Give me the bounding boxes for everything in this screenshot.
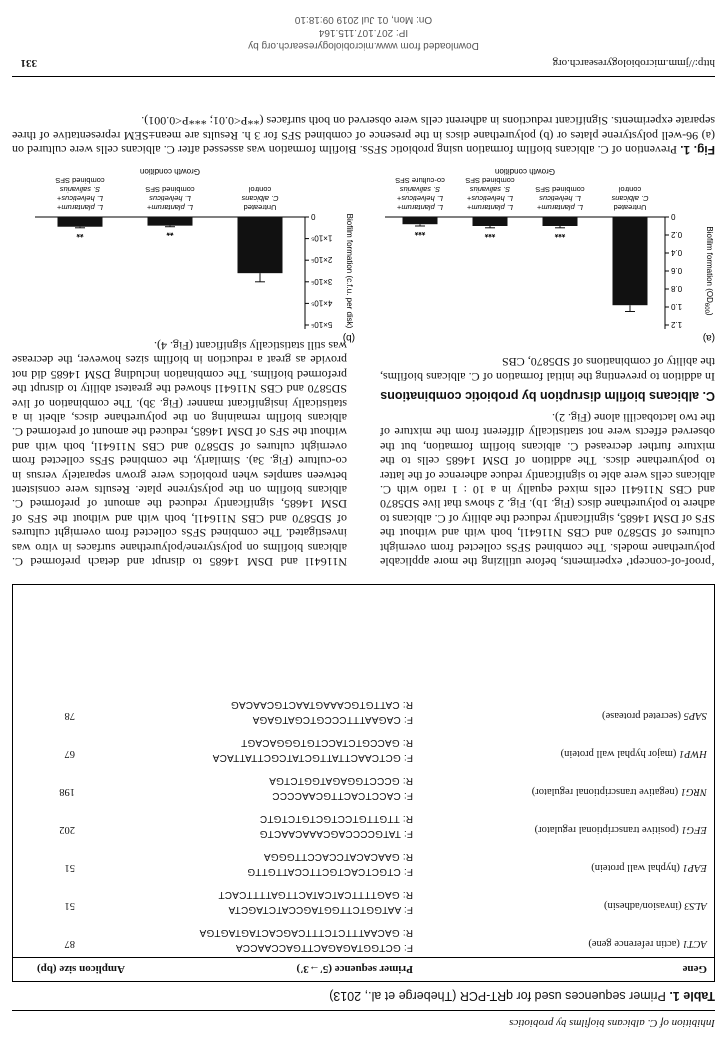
table-row xyxy=(12,843,715,879)
category-label: L. helveticus+ xyxy=(56,194,104,203)
gene-description: (invasion/adhesin) xyxy=(604,900,682,911)
panel-label: (b) xyxy=(342,332,355,343)
forward-primer: F: CTGCTCACTGCTTCCATTGTTG xyxy=(247,866,413,877)
gene-name: HWP1 xyxy=(679,748,707,759)
category-label: S. salivarius xyxy=(399,185,441,194)
forward-primer: F: GCTGGTAGAGACTTGACCAACCA xyxy=(235,942,413,953)
table-row xyxy=(12,919,715,955)
primer-cell xyxy=(247,849,413,879)
category-label: Untreated xyxy=(243,203,277,212)
gene-description: (actin reference gene) xyxy=(588,938,680,949)
gene-name: ACT1 xyxy=(682,938,707,949)
figure-1 xyxy=(12,162,715,347)
download-notice xyxy=(0,13,727,52)
category-label: C. albicans xyxy=(241,194,279,203)
primer-cell xyxy=(218,887,413,917)
running-title: Inhibition of C. albicans biofilms by probiotics xyxy=(509,1017,715,1029)
category-label: L. helveticus xyxy=(539,194,581,203)
forward-primer: F: AATGGTCTTGGTAGCCATCTAGCTA xyxy=(228,904,413,915)
x-axis-label: Growth condition xyxy=(494,167,556,176)
y-axis-label-subscript: 600 xyxy=(703,302,709,313)
amplicon-cell: 78 xyxy=(64,710,75,721)
amplicon-cell: 87 xyxy=(64,938,75,949)
y-tick-label: 0 xyxy=(311,212,316,221)
gene-cell xyxy=(604,900,707,911)
body-column-left xyxy=(380,355,715,569)
category-label: combined SFS xyxy=(465,176,515,185)
figure-caption-label: Fig. 1. xyxy=(680,143,715,157)
reverse-primer: R: GAGTTTTCATCATACTTGATTTTCACT xyxy=(218,889,413,900)
forward-primer: F: TATGCCCCAGCAAACAACTG xyxy=(259,828,413,839)
gene-description: (positive transcriptional regulator) xyxy=(534,824,679,835)
category-label: L. plantarum+ xyxy=(396,203,444,212)
y-axis-label: Biofilm formation $(OD_{600})$ xyxy=(703,226,714,316)
gene-description: (hyphal wall protein) xyxy=(591,862,680,873)
category-label: C. albicans xyxy=(611,194,649,203)
body-column-right xyxy=(12,339,347,570)
y-tick-label: 1.2 xyxy=(671,320,683,329)
significance-marker: *** xyxy=(484,228,496,239)
table-header-amplicon: Amplicon size (bp) xyxy=(37,963,125,975)
journal-url: http://jmm.microbiologyresearch.org xyxy=(552,57,715,69)
figure-caption xyxy=(12,114,715,157)
paragraph: ‘proof-of-concept’ experiments, before utilizing the more applicable polyurethane models. The combined SFSs collected from overnight cultures of SD5870 and CBS N11641l, both with and without the SFS of DSM 14685, significantly reduced the ability of C. albicans to adhere to polyurethane discs (Fig. 1b). Fig. 2 shows that live SD5870 and CBS N11641l cells mixed equally in a 10 : 1 ratio with C. albicans cells were able to significantly reduce adherence of the latter to polyurethane discs. The addition of DSM 14685 cells to the mixture further decreased C. albicans biofilm formation, but the observed effects were not statistically different from the mixture of the two lactobacilli alone (Fig. 2). xyxy=(380,410,715,569)
bar xyxy=(238,217,283,273)
amplicon-cell: 202 xyxy=(59,824,75,835)
gene-name: ALS3 xyxy=(684,900,707,911)
category-label: combined SFS xyxy=(535,185,585,194)
gene-cell xyxy=(588,938,707,949)
paragraph: In addition to preventing the initial formation of C. albicans biofilms, the ability of combinations of SD5870, CBS xyxy=(380,355,715,384)
gene-name: NRG1 xyxy=(680,786,707,797)
table-caption-text: Primer sequences used for qRT-PCR (Theberge et al., 2013) xyxy=(329,989,666,1003)
forward-primer: F: CAGAATTTCCCGTCGATGAGA xyxy=(252,714,413,725)
y-tick-label: 0 xyxy=(671,212,676,221)
primer-cell xyxy=(231,697,413,727)
table-caption-label: Table 1. xyxy=(669,989,715,1003)
primer-cell xyxy=(213,735,413,765)
gene-description: (major hyphal wall protein) xyxy=(560,748,677,759)
significance-marker: ** xyxy=(76,228,84,239)
gene-description: (negative transcriptional regulator) xyxy=(531,786,679,797)
category-label: L. helveticus+ xyxy=(466,194,514,203)
y-axis-label: Biofilm formation (c.f.u. per disk) xyxy=(345,213,354,329)
gene-name: EAP1 xyxy=(682,862,707,873)
y-tick-label: 0.2 xyxy=(671,230,683,239)
amplicon-cell: 51 xyxy=(64,862,75,873)
table-header-gene: Gene xyxy=(682,963,707,975)
reverse-primer: R: GACCGTCTACCTGTGGGACAGT xyxy=(240,737,413,748)
panel-label: (a) xyxy=(702,332,715,343)
primer-cell xyxy=(199,925,413,955)
category-label: control xyxy=(618,185,642,194)
y-tick-label: 0.8 xyxy=(671,284,683,293)
y-tick-label: 4×10⁵ xyxy=(311,298,333,308)
page-number: 331 xyxy=(20,57,37,69)
x-axis-label: Growth condition xyxy=(139,167,201,176)
bar xyxy=(58,217,103,227)
bar xyxy=(148,217,193,226)
download-ip: IP: 207.107.115.164 xyxy=(318,27,409,38)
significance-marker: *** xyxy=(414,227,426,237)
gene-description: (secreted protease) xyxy=(602,710,682,721)
bar xyxy=(613,217,648,305)
table-row xyxy=(12,767,715,803)
reverse-primer: R: GCCCTGGAGATGGTCTGA xyxy=(268,775,413,786)
table-row xyxy=(12,729,715,765)
bar xyxy=(543,217,578,226)
y-tick-label: 0.6 xyxy=(671,266,683,275)
category-label: S. salivarius xyxy=(59,185,101,194)
reverse-primer: R: GAACACATCCACCTTGGGA xyxy=(263,851,413,862)
footer-rule xyxy=(12,76,715,77)
table-row xyxy=(12,805,715,841)
y-tick-label: 0.4 xyxy=(671,248,683,257)
reverse-primer: R: GACAATTTCTCTTTCAGCACTAGTAGTGA xyxy=(199,927,413,938)
paragraph: N11641l and DSM 14685 to disrupt and detach preformed C. albicans biofilms on polystyrene/polyurethane surfaces in vitro was investigated. The combined SFSs collected from overnight cultures of SD5870 and CBS N11641l, both with and without the SFS of DSM 14685, significantly reduced the amount of preformed C. albicans biofilm on the polystyrene plate. Results were consistent between samples when probiotics were grown separately versus in co-culture (Fig. 3a). Similarly, the combined SFSs collected from overnight cultures of SD5870 and CBS N11641l, both with and without the SFS of DSM 14685, reduced the amount of preformed C. albicans biofilm remaining on the polyurethane discs, albeit in a statistically insignificant manner (Fig. 3b). The combination of live SD5870 and CBS N11641l showed the greatest ability to disrupt the preformed biofilms. The combination including DSM 14685 did not provide as great a reduction in biofilm sizes however, the decrease was still statistically significant (Fig. 4). xyxy=(12,338,347,569)
category-label: Untreated xyxy=(613,203,647,212)
category-label: L. plantarum+ xyxy=(466,203,514,212)
section-heading: C. albicans biofilm disruption by probiotic combinations xyxy=(380,388,715,403)
table-caption xyxy=(329,989,715,1003)
gene-name: EFG1 xyxy=(681,824,707,835)
download-date: On: Mon, 01 Jul 2019 09:18:10 xyxy=(294,14,433,25)
category-label: co-culture SFS xyxy=(395,176,445,185)
amplicon-cell: 67 xyxy=(64,748,75,759)
amplicon-cell: 51 xyxy=(64,900,75,911)
forward-primer: F: GCTCAACTTATTGCTATCGCTTATTACA xyxy=(212,752,413,763)
y-tick-label: 1.0 xyxy=(671,302,683,311)
category-label: L. helveticus xyxy=(149,194,191,203)
category-label: L. plantarum+ xyxy=(56,203,104,212)
header-rule xyxy=(12,1010,715,1011)
gene-name: SAP5 xyxy=(683,710,707,721)
y-axis-label-end: ) xyxy=(705,312,714,316)
category-label: S. salivarius xyxy=(469,185,511,194)
reverse-primer: R: CATTGTGCAAAGTAACTGCAACAG xyxy=(230,699,413,710)
gene-cell xyxy=(602,710,707,721)
bar xyxy=(403,217,438,224)
primer-cell xyxy=(259,811,413,841)
bar xyxy=(473,217,508,226)
category-label: L. plantarum+ xyxy=(146,203,194,212)
y-tick-label: 2×10⁵ xyxy=(311,255,333,265)
category-label: L. helveticus+ xyxy=(396,194,444,203)
reverse-primer: R: TTGTTGTCCTGCTGTCTGTC xyxy=(259,813,413,824)
amplicon-cell: 198 xyxy=(59,786,75,797)
gene-cell xyxy=(591,862,707,873)
gene-cell xyxy=(535,824,707,835)
table-header-primer: Primer sequence (5′→3′) xyxy=(296,963,413,975)
y-tick-label: 3×10⁵ xyxy=(311,276,333,286)
gene-cell xyxy=(561,748,707,759)
y-tick-label: 5×10⁵ xyxy=(311,320,333,329)
significance-marker: *** xyxy=(554,228,566,239)
gene-cell xyxy=(532,786,707,797)
y-tick-label: 1×10⁵ xyxy=(311,233,333,243)
category-label: control xyxy=(248,185,272,194)
forward-primer: F: CACCTCACTTGCAACCCC xyxy=(272,790,413,801)
category-label: combined SFS xyxy=(55,176,105,185)
figure-caption-text: Prevention of C. albicans biofilm formation using probiotic SFSs. Biofilm formation was assessed after C. albicans cells were cultured on (a) 96-well polystyrene plates or (b) polyurethane discs in the presence of combined SFS for 3 h. Results are mean±SEM representative of three separate experiments. Significant reductions in adherent cells were observed on both surfaces (**P<0.01; ***P<0.001). xyxy=(11,114,715,157)
table-row xyxy=(12,881,715,917)
category-label: combined SFS xyxy=(145,185,195,194)
primer-cell xyxy=(269,773,413,803)
category-label: L. plantarum+ xyxy=(536,203,584,212)
table-row xyxy=(12,691,715,727)
table-header-row xyxy=(12,957,715,982)
significance-marker: ** xyxy=(166,227,174,238)
download-line: Downloaded from www.microbiologyresearch.org by xyxy=(248,40,479,51)
